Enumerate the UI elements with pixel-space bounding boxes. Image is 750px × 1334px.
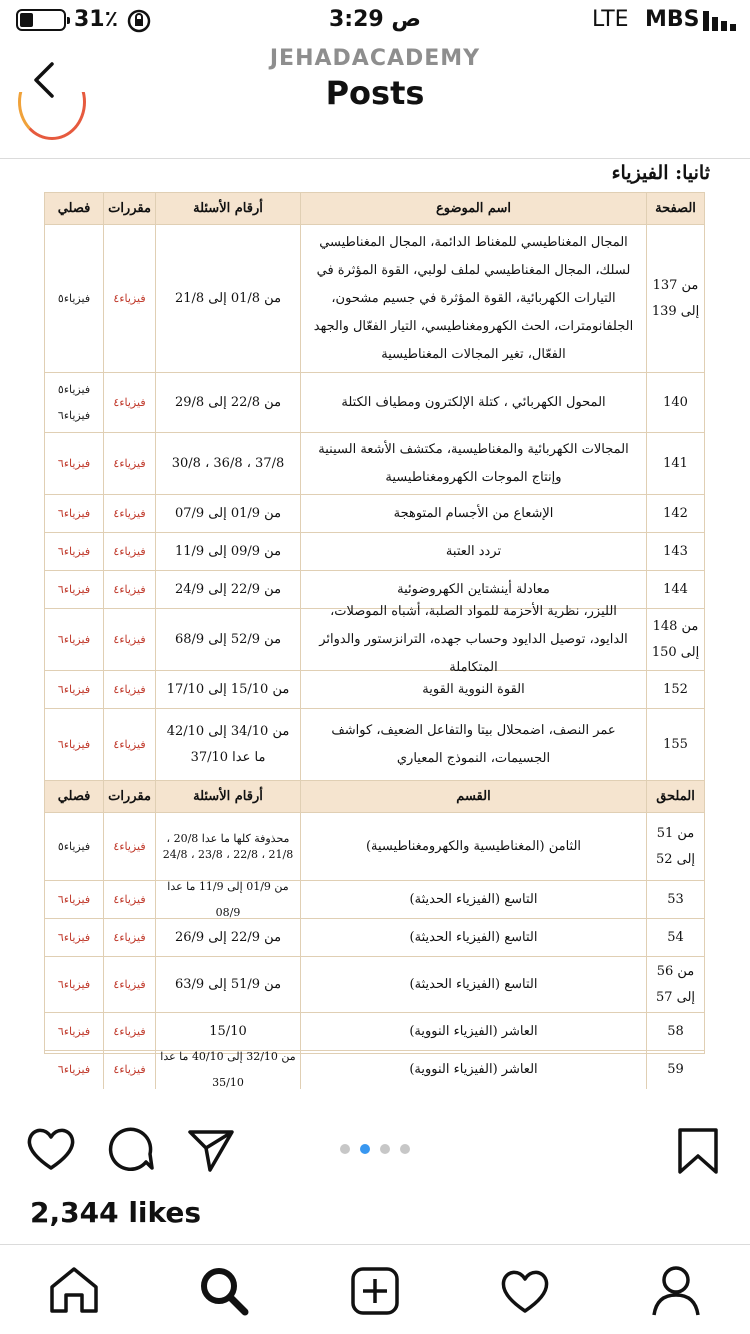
share-icon[interactable] <box>186 1126 236 1174</box>
topic-cell: تردد العتبة <box>300 533 646 570</box>
column-header: أرقام الأسئلة <box>155 193 300 224</box>
course-cell: فيزياء٤ <box>103 1051 155 1089</box>
semester-cell: فيزياء٦ <box>57 632 91 646</box>
course-cell: فيزياء٤ <box>103 533 155 570</box>
table-row <box>45 709 704 781</box>
column-header: فصلي <box>57 788 91 804</box>
column-header: أرقام الأسئلة <box>155 781 300 812</box>
heart-icon[interactable] <box>26 1126 76 1172</box>
semester-cell: فيزياء٦ <box>57 582 91 596</box>
questions-cell: من 15/10 إلى 17/10 <box>155 671 300 708</box>
syllabus-table <box>44 192 705 1089</box>
post-image[interactable] <box>0 160 750 1100</box>
rotation-lock-icon <box>126 8 152 34</box>
table-row <box>45 603 704 675</box>
course-cell: فيزياء٤ <box>103 571 155 608</box>
page-title: Posts <box>325 74 425 112</box>
course-cell: فيزياء٤ <box>103 433 155 494</box>
page-cell: 142 <box>646 495 704 532</box>
semester-cell: فيزياء٦ <box>57 892 91 906</box>
topic-cell: التاسع (الفيزياء الحديثة) <box>300 919 646 956</box>
page-cell: 54 <box>646 919 704 956</box>
column-header: القسم <box>300 781 646 812</box>
course-cell: فيزياء٤ <box>103 957 155 1012</box>
likes-count[interactable]: 2,344 likes <box>30 1196 202 1229</box>
battery-percent: 31٪ <box>74 7 119 32</box>
page-cell: 53 <box>646 881 704 918</box>
carrier-name: MBS <box>645 7 700 32</box>
topic-cell: معادلة أينشتاين الكهروضوئية <box>300 571 646 608</box>
questions-cell: من 01/8 إلى 21/8 <box>155 225 300 372</box>
semester-cell: فيزياء٦ <box>57 456 91 470</box>
topic-cell: الإشعاع من الأجسام المتوهجة <box>300 495 646 532</box>
table-row <box>45 813 704 881</box>
topic-cell: العاشر (الفيزياء النووية) <box>300 1051 646 1089</box>
questions-cell: 30/8 ، 36/8 ، 37/8 <box>155 433 300 494</box>
page-cell: 143 <box>646 533 704 570</box>
carousel-indicator <box>340 1144 410 1156</box>
course-cell: فيزياء٤ <box>103 495 155 532</box>
activity-heart-icon[interactable] <box>499 1267 551 1315</box>
avatar[interactable] <box>16 92 88 152</box>
page-cell: من 137 إلى 139 <box>646 225 704 372</box>
page-cell: 144 <box>646 571 704 608</box>
profile-icon[interactable] <box>650 1263 702 1317</box>
column-header: مقررات <box>103 193 155 224</box>
battery-icon <box>16 9 66 31</box>
questions-cell: محذوفة كلها ما عدا 20/8 ، 21/8 ، 22/8 ، 23/8 ، 24/8 <box>155 813 300 880</box>
topic-cell: القوة النووية القوية <box>300 671 646 708</box>
table-row <box>45 433 704 495</box>
semester-cell: فيزياء٦ <box>57 930 91 944</box>
page-cell: 140 <box>646 373 704 432</box>
topic-cell: عمر النصف، اضمحلال بيتا والتفاعل الضعيف، كواشف الجسيمات، النموذج المعياري <box>300 709 646 780</box>
topic-cell: العاشر (الفيزياء النووية) <box>300 1013 646 1050</box>
semester-cell: فيزياء٦ <box>57 506 91 520</box>
questions-cell: من 01/9 إلى 07/9 <box>155 495 300 532</box>
questions-cell: 15/10 <box>155 1013 300 1050</box>
comment-icon[interactable] <box>106 1126 156 1174</box>
page-cell: 155 <box>646 709 704 780</box>
table-row <box>45 671 704 709</box>
semester-cell: فيزياء٦ <box>57 1024 91 1038</box>
account-name[interactable]: JEHADACADEMY <box>269 46 481 71</box>
table-row <box>45 1051 704 1089</box>
course-cell: فيزياء٤ <box>103 373 155 432</box>
course-cell: فيزياء٤ <box>103 225 155 372</box>
semester-cell: فيزياء٦ <box>57 977 91 991</box>
semester-cell: فيزياء٥ فيزياء٦ <box>57 382 91 422</box>
questions-cell: من 09/9 إلى 11/9 <box>155 533 300 570</box>
course-cell: فيزياء٤ <box>103 919 155 956</box>
semester-cell: فيزياء٦ <box>57 544 91 558</box>
topic-cell: الثامن (المغناطيسية والكهرومغناطيسية) <box>300 813 646 880</box>
nav-header <box>0 40 750 130</box>
questions-cell: من 32/10 إلى 40/10 ما عدا 35/10 <box>155 1051 300 1089</box>
questions-cell: من 22/8 إلى 29/8 <box>155 373 300 432</box>
column-header: مقررات <box>103 781 155 812</box>
signal-icon <box>703 11 739 31</box>
semester-cell: فيزياء٥ <box>57 839 91 853</box>
appendix-header-row <box>45 781 704 813</box>
column-header: اسم الموضوع <box>300 193 646 224</box>
table-row <box>45 533 704 571</box>
table-row <box>45 373 704 433</box>
course-cell: فيزياء٤ <box>103 671 155 708</box>
course-cell: فيزياء٤ <box>103 709 155 780</box>
carousel-dot <box>400 1144 410 1154</box>
carousel-dot <box>340 1144 350 1154</box>
topic-cell: المجالات الكهربائية والمغناطيسية، مكتشف الأشعة السينية وإنتاج الموجات الكهرومغناطيسية <box>300 433 646 494</box>
semester-cell: فيزياء٦ <box>57 682 91 696</box>
table-header-row <box>45 193 704 225</box>
questions-cell: من 34/10 إلى 42/10 ما عدا 37/10 <box>155 709 300 780</box>
table-row <box>45 881 704 919</box>
network-type: LTE <box>592 7 629 32</box>
table-row <box>45 1013 704 1051</box>
semester-cell: فيزياء٥ <box>57 291 91 305</box>
carousel-dot-active <box>360 1144 370 1154</box>
post-heading: ثانيا: الفيزياء <box>611 162 710 184</box>
status-bar <box>0 0 750 40</box>
questions-cell: من 01/9 إلى 11/9 ما عدا 08/9 <box>155 881 300 918</box>
questions-cell: من 22/9 إلى 24/9 <box>155 571 300 608</box>
clock: 3:29 ص <box>329 7 421 32</box>
semester-cell: فيزياء٦ <box>57 737 91 751</box>
topic-cell: التاسع (الفيزياء الحديثة) <box>300 881 646 918</box>
bookmark-icon[interactable] <box>676 1126 720 1176</box>
course-cell: فيزياء٤ <box>103 813 155 880</box>
course-cell: فيزياء٤ <box>103 609 155 670</box>
column-header: الملحق <box>646 781 704 812</box>
page-cell: 59 <box>646 1051 704 1089</box>
carousel-dot <box>380 1144 390 1154</box>
divider <box>0 158 750 159</box>
table-row <box>45 225 704 373</box>
topic-cell: التاسع (الفيزياء الحديثة) <box>300 957 646 1012</box>
page-cell: 58 <box>646 1013 704 1050</box>
questions-cell: من 52/9 إلى 68/9 <box>155 609 300 670</box>
page-cell: من 56 إلى 57 <box>646 957 704 1012</box>
column-header: فصلي <box>57 200 91 216</box>
topic-cell: المجال المغناطيسي للمغناط الدائمة، المجال المغناطيسي لسلك، المجال المغناطيسي لملف لولبي، القوة المؤثرة في التيارات الكهربائية، القوة المؤثرة في جسيم مشحون، الجلفانومترات، الحث الكهرومغناطيسي، التيار الفعّال والجهد الفعّال، تغير المجالات المغناطيسية <box>300 225 646 372</box>
table-row <box>45 495 704 533</box>
column-header: الصفحة <box>646 193 704 224</box>
search-icon[interactable] <box>198 1265 250 1317</box>
page-cell: 152 <box>646 671 704 708</box>
page-cell: 141 <box>646 433 704 494</box>
home-icon[interactable] <box>48 1265 100 1315</box>
topic-cell: المحول الكهربائي ، كتلة الإلكترون ومطياف الكتلة <box>300 373 646 432</box>
add-post-icon[interactable] <box>349 1265 401 1317</box>
bottom-tab-bar <box>0 1244 750 1334</box>
course-cell: فيزياء٤ <box>103 881 155 918</box>
page-cell: من 148 إلى 150 <box>646 609 704 670</box>
course-cell: فيزياء٤ <box>103 1013 155 1050</box>
questions-cell: من 51/9 إلى 63/9 <box>155 957 300 1012</box>
topic-cell: الليزر، نظرية الأحزمة للمواد الصلبة، أشباه الموصلات، الدايود، توصيل الدايود وحساب جهده، الترانزستور والدوائر المتكاملة <box>300 609 646 670</box>
page-cell: من 51 إلى 52 <box>646 813 704 880</box>
table-row <box>45 919 704 957</box>
questions-cell: من 22/9 إلى 26/9 <box>155 919 300 956</box>
table-row <box>45 957 704 1013</box>
semester-cell: فيزياء٦ <box>57 1063 91 1076</box>
